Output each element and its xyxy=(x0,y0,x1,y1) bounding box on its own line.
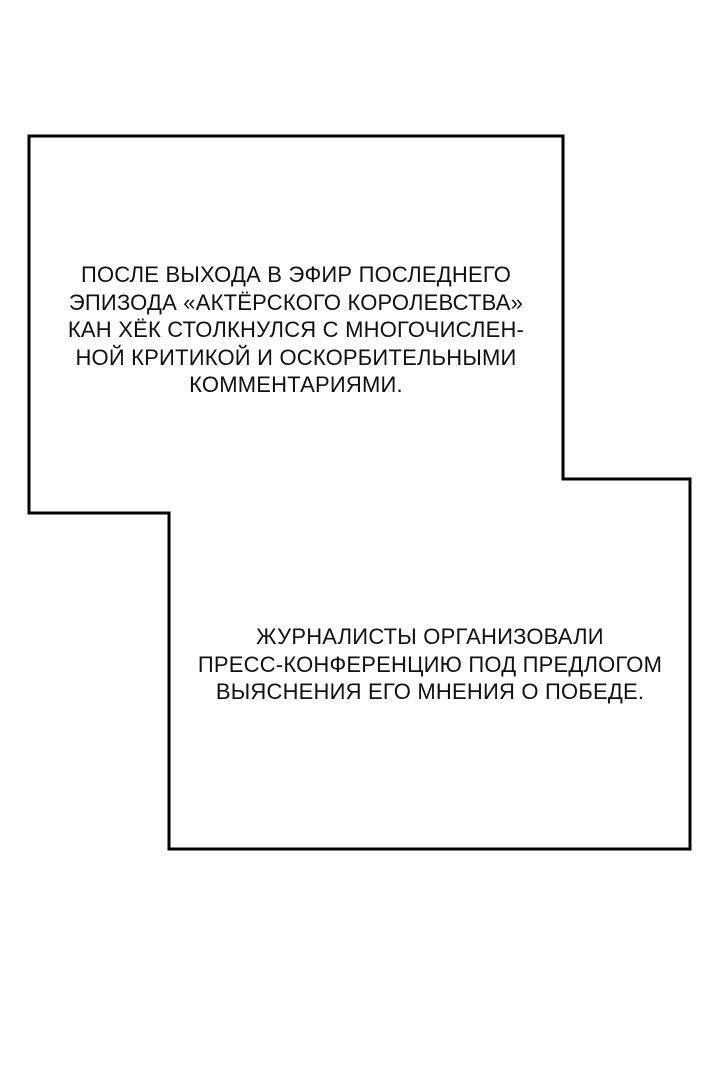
narration-caption-1 xyxy=(30,261,562,399)
caption-2-line-2: ПРЕСС-КОНФЕРЕНЦИЮ ПОД ПРЕДЛОГОМ xyxy=(197,651,663,677)
caption-1-line-4: НОЙ КРИТИКОЙ И ОСКОРБИТЕЛЬНЫМИ xyxy=(75,344,517,370)
caption-1-line-2: ЭПИЗОДА «АКТЁРСКОГО КОРОЛЕВСТВА» xyxy=(68,289,524,315)
caption-1-line-1: ПОСЛЕ ВЫХОДА В ЭФИР ПОСЛЕДНЕГО xyxy=(80,262,512,287)
caption-2-line-3: ВЫЯСНЕНИЯ ЕГО МНЕНИЯ О ПОБЕДЕ. xyxy=(215,679,645,704)
caption-1-line-3: КАН ХЁК СТОЛКНУЛСЯ С МНОГОЧИСЛЕН- xyxy=(67,317,525,342)
narration-box-border xyxy=(29,136,690,849)
caption-2-line-1: ЖУРНАЛИСТЫ ОРГАНИЗОВАЛИ xyxy=(256,624,604,649)
narration-caption-2 xyxy=(170,623,690,706)
caption-1-line-5: КОММЕНТАРИЯМИ. xyxy=(189,372,403,397)
